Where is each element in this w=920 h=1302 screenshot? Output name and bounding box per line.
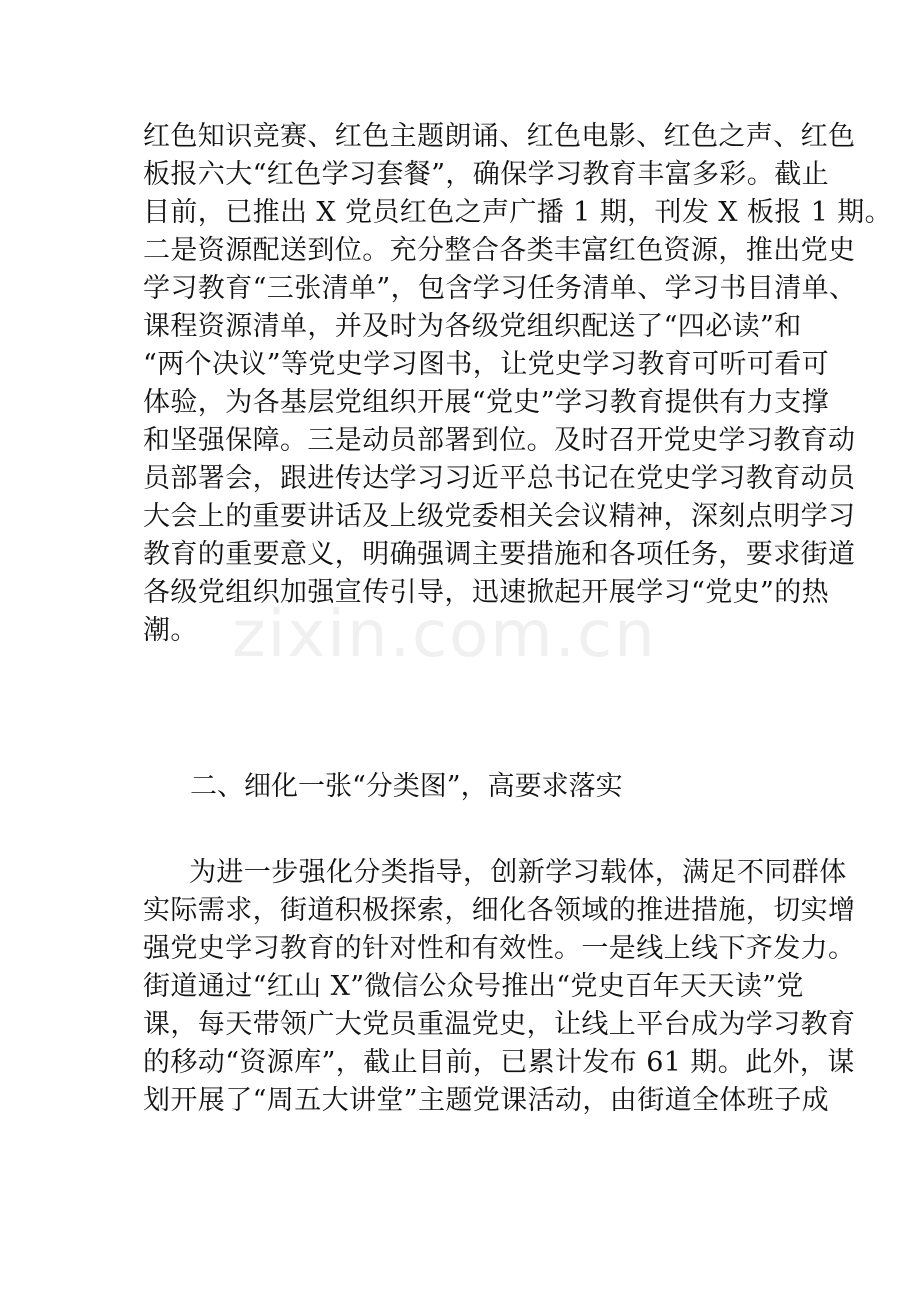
- paragraph-line: 学习教育“三张清单”，包含学习任务清单、学习书目清单、: [143, 273, 857, 304]
- paragraph-line: 街道通过“红山 X”微信公众号推出“党史百年天天读”党: [143, 971, 804, 1002]
- paragraph-line: 课，每天带领广大党员重温党史，让线上平台成为学习教育: [143, 1009, 856, 1040]
- paragraph-line: 的移动“资源库”，截止目前，已累计发布 61 期。此外，谋: [143, 1047, 855, 1078]
- paragraph-line: 为进一步强化分类指导，创新学习载体，满足不同群体: [189, 857, 847, 888]
- paragraph-line: 大会上的重要讲话及上级党委相关会议精神，深刻点明学习: [143, 501, 856, 532]
- paragraph-line: 各级党组织加强宣传引导，迅速掀起开展学习“党史”的热: [143, 577, 830, 608]
- paragraph-line: 课程资源清单，并及时为各级党组织配送了“四必读”和: [143, 311, 802, 342]
- paragraph-line: 目前，已推出 X 党员红色之声广播 1 期，刊发 X 板报 1 期。: [143, 197, 893, 228]
- paragraph-line: 二是资源配送到位。充分整合各类丰富红色资源，推出党史: [143, 235, 856, 266]
- paragraph-2: [143, 854, 856, 1120]
- paragraph-line: 体验，为各基层党组织开展“党史”学习教育提供有力支撑: [143, 387, 830, 418]
- paragraph-line: 和坚强保障。三是动员部署到位。及时召开党史学习教育动: [143, 425, 856, 456]
- paragraph-line: “两个决议”等党史学习图书，让党史学习教育可听可看可: [143, 349, 830, 380]
- paragraph-line: 员部署会，跟进传达学习习近平总书记在党史学习教育动员: [143, 463, 856, 494]
- paragraph-line: 板报六大“红色学习套餐”，确保学习教育丰富多彩。截止: [143, 159, 830, 190]
- paragraph-line: 强党史学习教育的针对性和有效性。一是线上线下齐发力。: [143, 933, 856, 964]
- section-heading: 二、细化一张“分类图”，高要求落实: [190, 771, 623, 802]
- paragraph-1: [143, 118, 893, 650]
- paragraph-line: 教育的重要意义，明确强调主要措施和各项任务，要求街道: [143, 539, 856, 570]
- watermark: zixin.com.cn: [232, 598, 657, 672]
- paragraph-line: 红色知识竞赛、红色主题朗诵、红色电影、红色之声、红色: [143, 121, 856, 152]
- paragraph-line: 划开展了“周五大讲堂”主题党课活动，由街道全体班子成: [143, 1085, 830, 1116]
- paragraph-line: 潮。: [143, 615, 198, 646]
- paragraph-line: 实际需求，街道积极探索，细化各领域的推进措施，切实增: [143, 895, 856, 926]
